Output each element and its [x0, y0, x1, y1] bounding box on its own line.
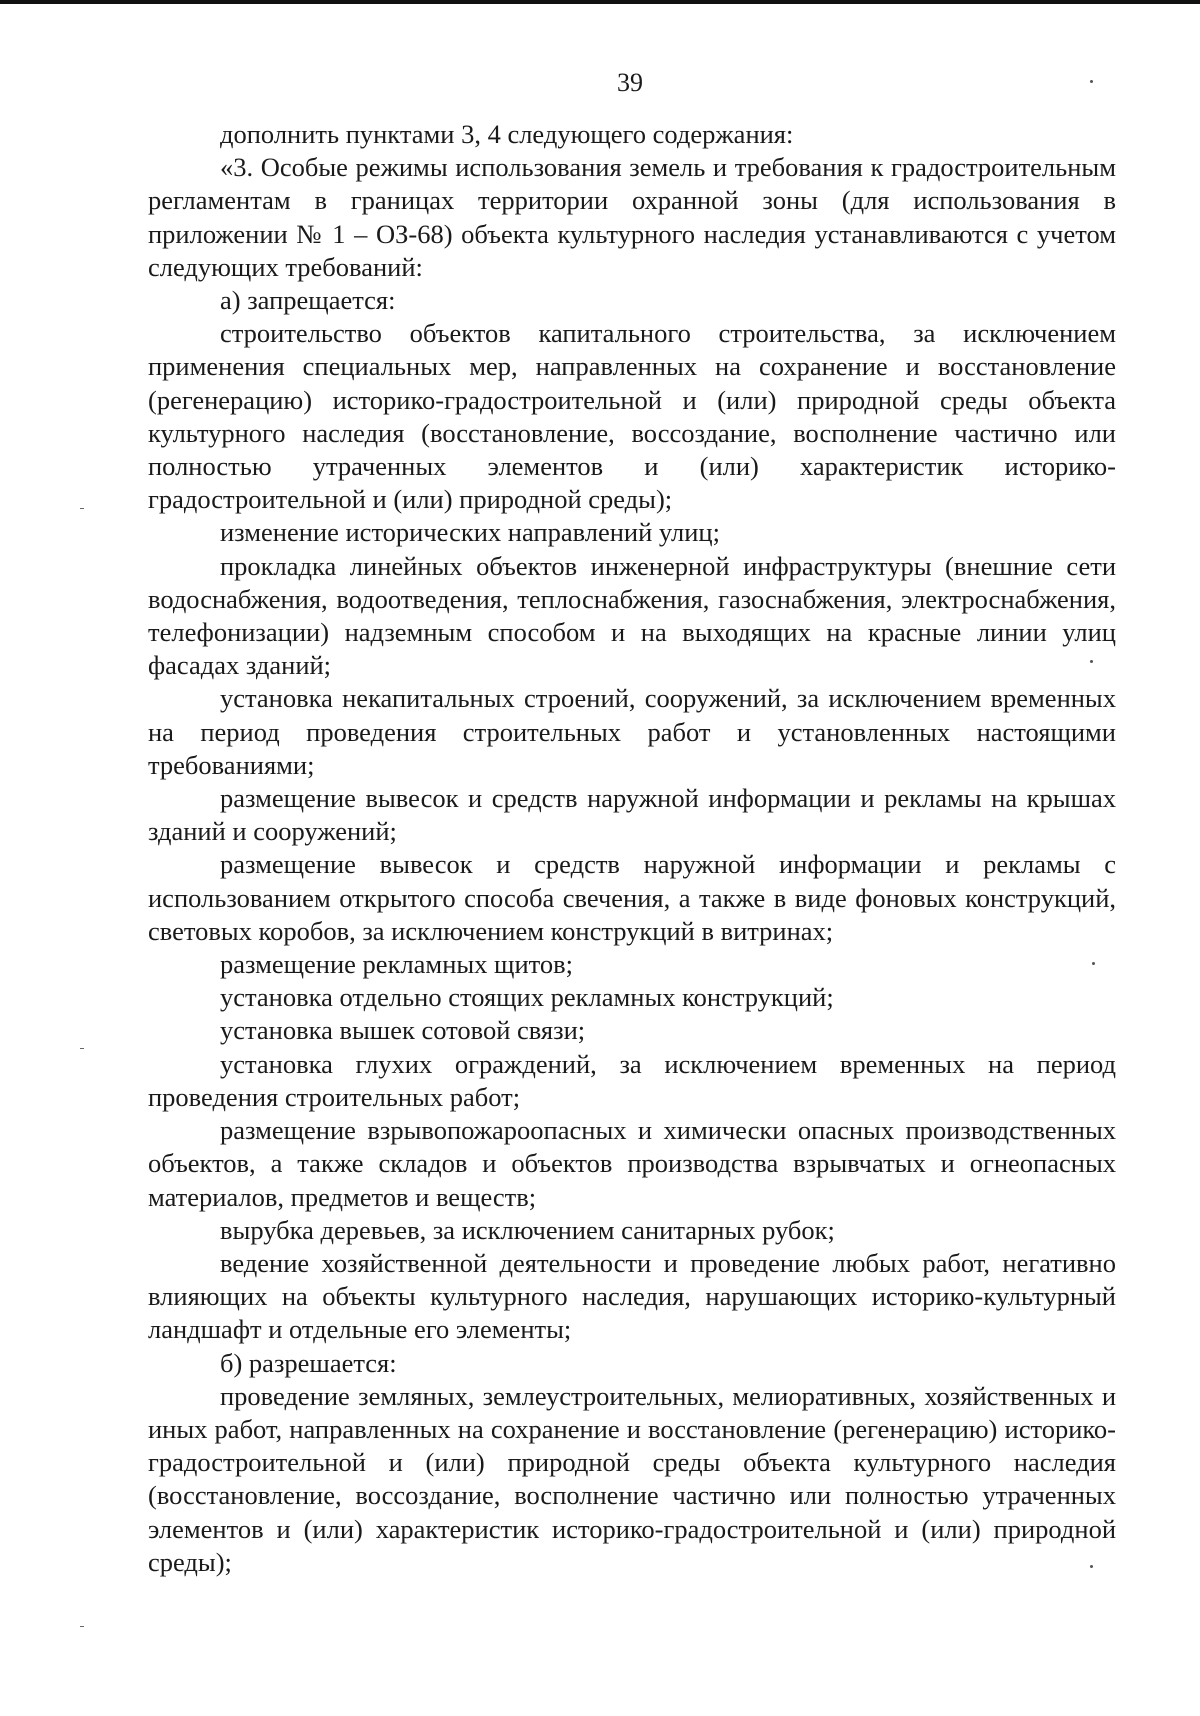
paragraph-item: размещение вывесок и средств наружной информации и рекламы с использованием открытого способа свечения, а также в виде фоновых конструкций, световых коробов, за исключением конструкций в витринах;	[148, 849, 1116, 946]
paragraph-item: размещение вывесок и средств наружной информации и рекламы на крышах зданий и сооружений;	[148, 783, 1116, 847]
paragraph-allowed-heading: б) разрешается:	[220, 1347, 397, 1378]
paragraph-item: установка вышек сотовой связи;	[220, 1015, 586, 1046]
paragraph-intro: дополнить пунктами 3, 4 следующего содержания:	[220, 119, 794, 149]
scan-speck	[1090, 1565, 1093, 1568]
paragraph-item: установка глухих ограждений, за исключением временных на период проведения строительных работ;	[148, 1048, 1116, 1112]
scan-margin-mark	[80, 508, 84, 509]
paragraph-item: установка некапитальных строений, сооружений, за исключением временных на период проведения строительных работ и установленных настоящими требованиями;	[148, 683, 1116, 780]
paragraph-item: проведение земляных, землеустроительных, мелиоративных, хозяйственных и иных работ, направленных на сохранение и восстановление (регенерацию) историко-градостроительной и (или) природной среды объекта культурного наследия (восстановление, воссоздание, восполнение частично или полностью утраченных элементов и (или) характеристик историко-градостроительной и (или) природной среды);	[148, 1380, 1116, 1577]
paragraph-item: прокладка линейных объектов инженерной инфраструктуры (внешние сети водоснабжения, водоотведения, теплоснабжения, газоснабжения, электроснабжения, телефонизации) надземным способом и на выходящих на красные линии улиц фасадах зданий;	[148, 550, 1116, 681]
scan-top-border	[0, 0, 1200, 4]
scan-margin-mark	[80, 1626, 84, 1627]
scan-speck	[1092, 962, 1095, 965]
paragraph-item: размещение рекламных щитов;	[220, 949, 574, 980]
paragraph-item: размещение взрывопожароопасных и химически опасных производственных объектов, а также складов и объектов производства взрывчатых и огнеопасных материалов, предметов и веществ;	[148, 1115, 1116, 1212]
paragraph-item: установка отдельно стоящих рекламных конструкций;	[220, 982, 834, 1013]
scan-margin-mark	[80, 1048, 84, 1049]
paragraph-section-3: «3. Особые режимы использования земель и требования к градостроительным регламентам в границах территории охранной зоны (для использования в приложении № 1 – ОЗ-68) объекта культурного наследия устанавливаются с учетом следующих требований:	[148, 152, 1116, 282]
document-body	[148, 118, 1116, 1579]
paragraph-item: ведение хозяйственной деятельности и проведение любых работ, негативно влияющих на объекты культурного наследия, нарушающих историко-культурный ландшафт и отдельные его элементы;	[148, 1247, 1116, 1345]
paragraph-item: изменение исторических направлений улиц;	[220, 517, 720, 548]
paragraph-item: вырубка деревьев, за исключением санитарных рубок;	[220, 1214, 835, 1245]
paragraph-prohibited-heading: а) запрещается:	[220, 285, 396, 316]
paragraph-item: строительство объектов капитального строительства, за исключением применения специальных мер, направленных на сохранение и восстановление (регенерацию) историко-градостроительной и (или) природной среды объекта культурного наследия (восстановление, воссоздание, восполнение частично или полностью утраченных элементов и (или) характеристик историко-градостроительной и (или) природной среды);	[148, 318, 1116, 515]
scan-speck	[1090, 660, 1093, 663]
scan-speck	[1090, 80, 1093, 83]
page-number: 39	[617, 68, 643, 97]
